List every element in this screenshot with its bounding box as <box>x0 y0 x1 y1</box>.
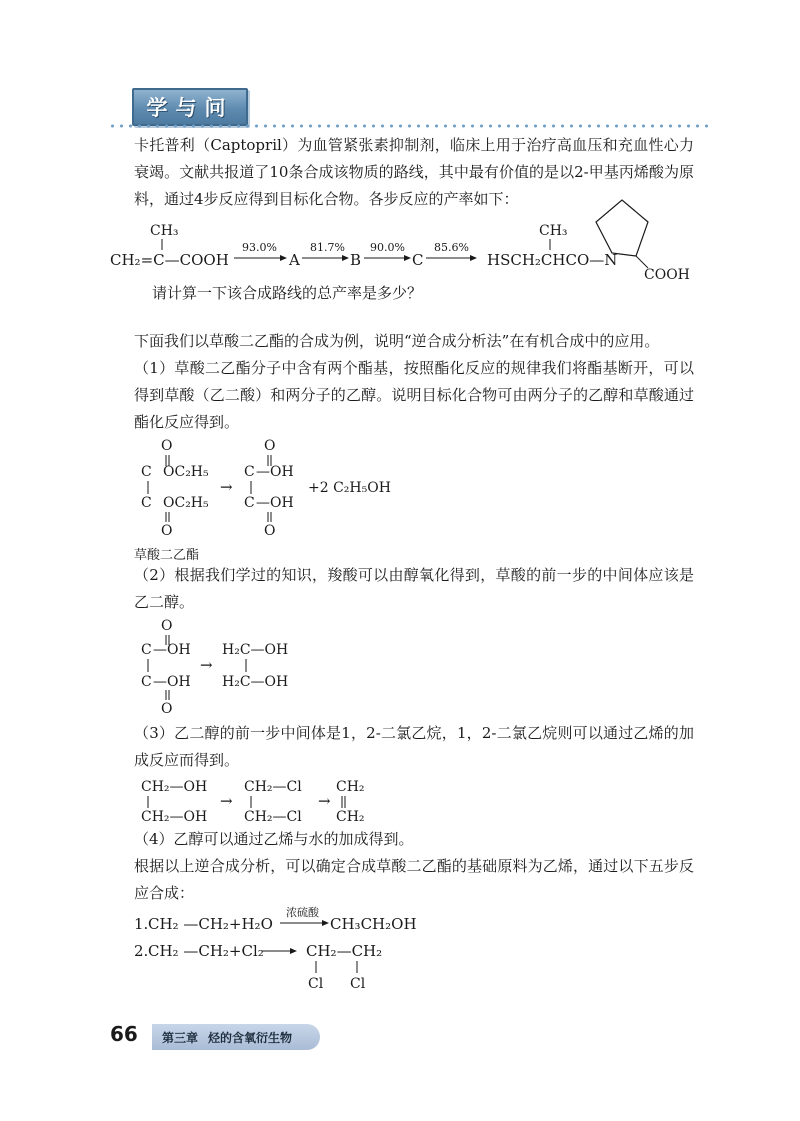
product-methyl: CH₃ <box>539 223 568 239</box>
box-intro-text: 卡托普利（Captopril）为血管紧张素抑制剂，临床上用于治疗高血压和充血性心力衰竭。文献共报道了10条合成该物质的路线，其中最有价值的是以2-甲基丙烯酸为原料，通过4步反应得到目标化合物。各步反应的产率如下： <box>134 136 694 208</box>
oh-top-acid: —OH <box>256 464 294 480</box>
o-bottom-s2: O <box>161 701 173 717</box>
ethylene-top: CH₂ <box>336 779 365 795</box>
oh-bottom-s2: —OH <box>153 674 191 690</box>
c-bottom-left: C <box>141 495 152 511</box>
c-top-s2: C <box>141 642 152 658</box>
o-top-left: O <box>161 438 173 454</box>
eq1-left: CH₂ —CH₂+H₂O <box>148 915 273 933</box>
body-step-3: （3）乙二醇的前一步中间体是1，2-二氯乙烷，1，2-二氯乙烷则可以通过乙烯的加成反应而得到。 <box>134 724 694 769</box>
ethylene-bottom: CH₂ <box>336 809 365 825</box>
body-intro: 下面我们以草酸二乙酯的合成为例，说明“逆合成分析法”在有机合成中的应用。 <box>134 332 660 350</box>
yield-label-3: 90.0% <box>370 241 405 254</box>
glycol-bottom-s3: CH₂—OH <box>141 809 208 825</box>
dichloro-top: CH₂—Cl <box>244 779 302 795</box>
product-carboxyl: COOH <box>644 267 690 283</box>
caption-diethyl-oxalate: 草酸二乙酯 <box>134 548 200 563</box>
dichloro-bottom: CH₂—Cl <box>244 809 302 825</box>
c-bottom-acid: C <box>244 495 255 511</box>
arrow-scheme3a: → <box>220 792 233 810</box>
eq1-label: 1. <box>134 915 149 933</box>
eq2-cl-left: Cl <box>308 976 324 992</box>
box-question: 请计算一下该合成路线的总产率是多少？ <box>152 284 423 302</box>
body-summary: 根据以上逆合成分析，可以确定合成草酸二乙酯的基础原料为乙烯，通过以下五步反应合成： <box>134 857 694 902</box>
yield-label-1: 93.0% <box>242 241 277 254</box>
intermediate-c: C <box>412 251 424 269</box>
c-top-left: C <box>141 464 152 480</box>
section-badge-text: 学与问 <box>146 96 234 120</box>
body-step-4: （4）乙醇可以通过乙烯与水的加成得到。 <box>134 830 414 848</box>
oh-bottom-acid: —OH <box>256 495 294 511</box>
yield-label-2: 81.7% <box>310 241 345 254</box>
eq2-label: 2. <box>134 942 149 960</box>
eq1-right: CH₃CH₂OH <box>330 915 417 933</box>
start-methyl: CH₃ <box>150 223 179 239</box>
c-top-acid: C <box>244 464 255 480</box>
chapter-label: 第三章 <box>162 1030 199 1045</box>
glycol-top-s3: CH₂—OH <box>141 779 208 795</box>
chapter-tab <box>152 1024 320 1050</box>
oh-top-s2: —OH <box>153 642 191 658</box>
glycol-top: H₂C—OH <box>222 642 289 658</box>
body-step-2: （2）根据我们学过的知识，羧酸可以由醇氧化得到，草酸的前一步的中间体应该是乙二醇。 <box>134 566 694 611</box>
o-bottom-left: O <box>161 523 173 539</box>
o-bottom-acid: O <box>264 523 276 539</box>
arrow-scheme2: → <box>200 656 213 674</box>
c-bottom-s2: C <box>141 674 152 690</box>
o-top-acid: O <box>264 438 276 454</box>
ester-bottom: OC₂H₅ <box>163 495 209 511</box>
intermediate-b: B <box>350 251 362 269</box>
eq1-condition: 浓硫酸 <box>286 906 319 919</box>
page-number: 66 <box>110 1022 138 1046</box>
glycol-bottom: H₂C—OH <box>222 674 289 690</box>
chapter-title: 烃的含氧衍生物 <box>208 1030 293 1045</box>
eq2-cl-right: Cl <box>350 976 366 992</box>
arrow-scheme1: → <box>220 478 233 496</box>
yield-label-4: 85.6% <box>434 241 469 254</box>
plus-ethanol: +2 C₂H₅OH <box>308 480 391 496</box>
eq2-left: CH₂ —CH₂+Cl₂ <box>148 942 264 960</box>
start-compound: CH₂=C—COOH <box>110 251 229 269</box>
body-step-1: （1）草酸二乙酯分子中含有两个酯基，按照酯化反应的规律我们将酯基断开，可以得到草酸（乙二酸）和两分子的乙醇。说明目标化合物可由两分子的乙醇和草酸通过酯化反应得到。 <box>134 359 694 431</box>
eq2-right: CH₂—CH₂ <box>306 942 383 960</box>
ester-top: OC₂H₅ <box>163 464 209 480</box>
intermediate-a: A <box>289 251 300 269</box>
product-compound: HSCH₂CHCO—N <box>487 251 618 269</box>
o-top-s2: O <box>161 618 173 634</box>
arrow-scheme3b: → <box>318 792 331 810</box>
